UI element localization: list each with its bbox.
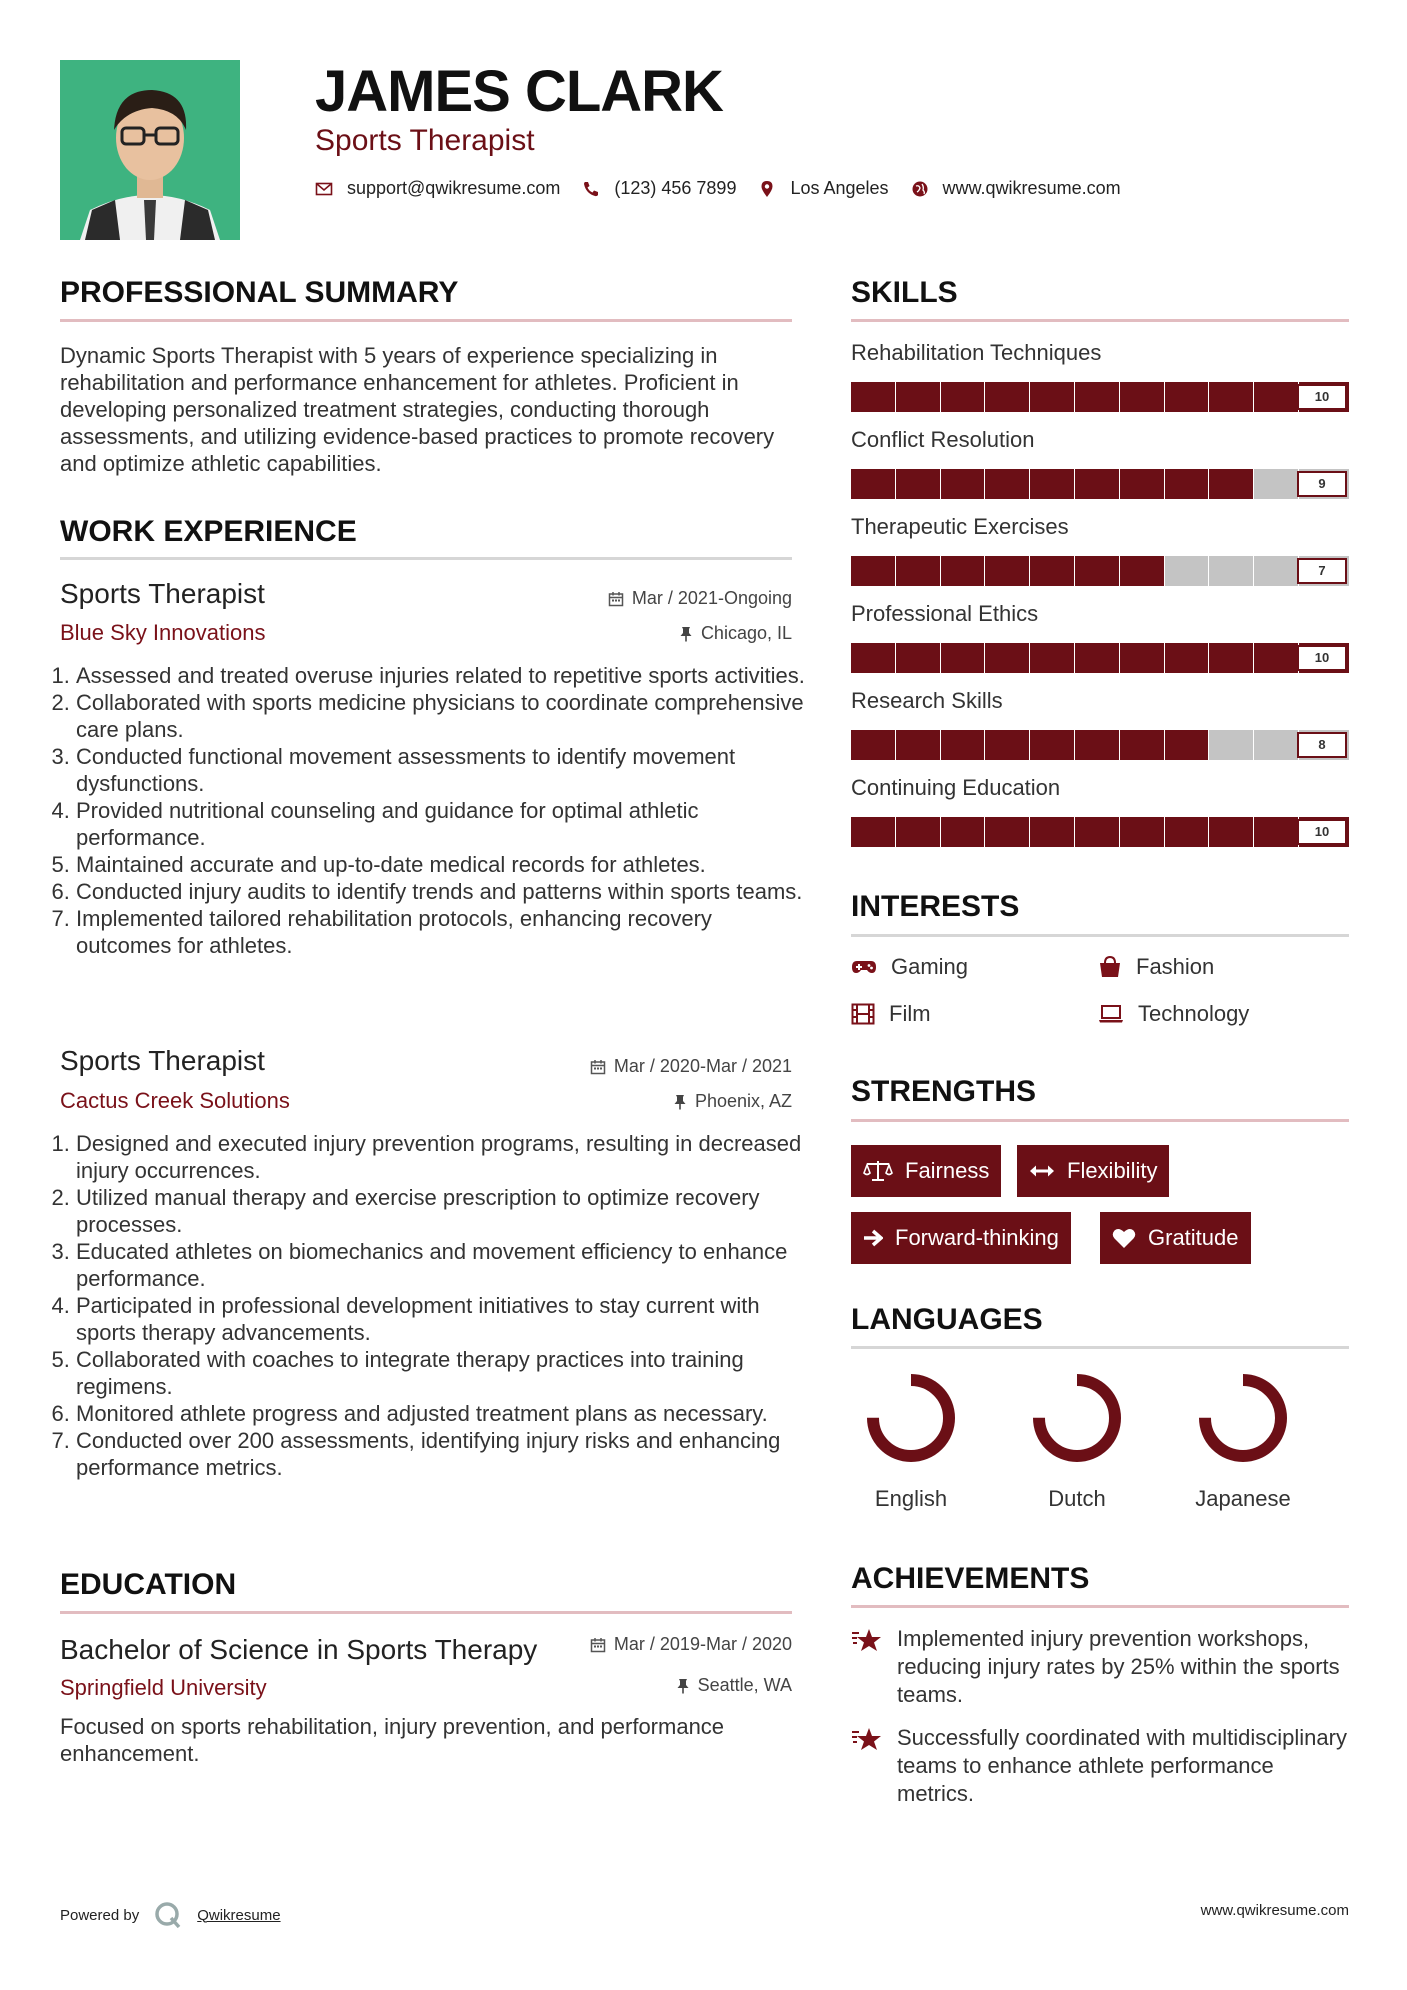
interest-label: Film xyxy=(889,1001,931,1026)
skill-bar xyxy=(851,817,1349,847)
summary-text: Dynamic Sports Therapist with 5 years of experience specializing in rehabilitation and performance enhancement for athletes. Proficient in developing personalized treatment strategies, conducting thorough assessments, and utilizing evidence-based practices to promote recovery and optimize athletic capabilities. xyxy=(60,343,775,476)
powered-by-text: Powered by xyxy=(60,1906,140,1924)
achievement-text: Successfully coordinated with multidisciplinary teams to enhance athlete performance metrics. xyxy=(897,1725,1347,1806)
skill-segment-filled xyxy=(896,643,940,673)
skill-segment-filled xyxy=(941,817,985,847)
achievement-item xyxy=(851,1724,1349,1808)
interest-fashion xyxy=(1098,954,1214,980)
skill-name: Therapeutic Exercises xyxy=(851,514,1069,539)
list-item: 1. Designed and executed injury prevention programs, resulting in decreased injury occurrences. xyxy=(76,1130,810,1184)
skill-segment-filled xyxy=(851,556,895,586)
skill-segment-filled xyxy=(1075,643,1119,673)
language-label: Japanese xyxy=(1195,1486,1291,1511)
job-dates xyxy=(460,588,792,609)
experience-divider xyxy=(60,557,792,560)
summary-divider xyxy=(60,319,792,322)
skill-segment-filled xyxy=(1165,730,1209,760)
shopping-bag-icon xyxy=(1098,956,1122,978)
skill-segment-filled xyxy=(1209,382,1253,412)
list-item: 3. Conducted functional movement assessments to identify movement dysfunctions. xyxy=(76,743,810,797)
skill-segment-filled xyxy=(1165,469,1209,499)
laptop-icon xyxy=(1098,1004,1124,1024)
interests-heading: INTERESTS xyxy=(851,890,1020,923)
education-divider xyxy=(60,1611,792,1614)
strength-badge xyxy=(851,1145,1001,1197)
achievements-divider xyxy=(851,1605,1349,1608)
skill-name: Rehabilitation Techniques xyxy=(851,340,1102,365)
list-item: 1. Assessed and treated overuse injuries related to repetitive sports activities. xyxy=(76,662,810,689)
languages-divider xyxy=(851,1346,1349,1349)
skill-segment-empty xyxy=(1254,556,1298,586)
interest-label: Technology xyxy=(1138,1001,1250,1026)
education-school: Springfield University xyxy=(60,1675,267,1700)
skill-segment-filled xyxy=(985,556,1029,586)
skill-segment-filled xyxy=(941,469,985,499)
skill-score: 10 xyxy=(1297,819,1347,845)
strength-badge xyxy=(851,1212,1071,1264)
strengths-heading: STRENGTHS xyxy=(851,1075,1037,1108)
skill-segment-filled xyxy=(1165,382,1209,412)
candidate-name: JAMES CLARK xyxy=(315,59,723,124)
skill-score: 7 xyxy=(1297,558,1347,584)
skills-heading: SKILLS xyxy=(851,276,958,309)
skill-segment-filled xyxy=(1254,643,1298,673)
skill-segment-filled xyxy=(896,382,940,412)
strength-label: Fairness xyxy=(905,1158,990,1183)
education-degree: Bachelor of Science in Sports Therapy xyxy=(60,1634,538,1665)
skill-segment-empty xyxy=(1254,469,1298,499)
skill-segment-filled xyxy=(1209,643,1253,673)
language-ring xyxy=(861,1368,961,1468)
skill-segment-filled xyxy=(851,817,895,847)
education-dates xyxy=(460,1634,792,1655)
skill-bar xyxy=(851,556,1349,586)
list-item: 4. Participated in professional development initiatives to stay current with sports therapy advancements. xyxy=(76,1292,810,1346)
interest-label: Fashion xyxy=(1136,954,1215,979)
education-location-text: Seattle, WA xyxy=(697,1675,792,1695)
list-item: 3. Educated athletes on biomechanics and movement efficiency to enhance performance. xyxy=(76,1238,810,1292)
skill-segment-filled xyxy=(1030,730,1074,760)
skill-segment-filled xyxy=(985,643,1029,673)
contact-email[interactable]: support@qwikresume.com xyxy=(347,178,561,198)
job-location xyxy=(460,1091,792,1112)
list-item: 7. Implemented tailored rehabilitation protocols, enhancing recovery outcomes for athletes. xyxy=(76,905,810,959)
skill-segment-filled xyxy=(1075,730,1119,760)
skill-segment-filled xyxy=(851,643,895,673)
job-dates-text: Mar / 2021-Ongoing xyxy=(631,588,792,608)
interest-label: Gaming xyxy=(891,954,969,979)
interest-gaming xyxy=(851,954,968,980)
summary-heading: PROFESSIONAL SUMMARY xyxy=(60,276,459,309)
job-company: Blue Sky Innovations xyxy=(60,620,266,645)
skill-segment-filled xyxy=(941,730,985,760)
balance-scale-icon xyxy=(863,1159,893,1183)
skill-segment-filled xyxy=(985,817,1029,847)
skill-name: Professional Ethics xyxy=(851,601,1039,626)
film-icon xyxy=(851,1003,875,1025)
candidate-title: Sports Therapist xyxy=(315,124,535,157)
list-item: 2. Utilized manual therapy and exercise prescription to optimize recovery processes. xyxy=(76,1184,810,1238)
skill-segment-filled xyxy=(1030,817,1074,847)
strength-label: Gratitude xyxy=(1148,1225,1239,1250)
achievement-item xyxy=(851,1625,1349,1709)
languages-heading: LANGUAGES xyxy=(851,1303,1043,1336)
list-item: 4. Provided nutritional counseling and guidance for optimal athletic performance. xyxy=(76,797,810,851)
contact-website[interactable]: www.qwikresume.com xyxy=(942,178,1121,198)
strengths-divider xyxy=(851,1119,1349,1122)
skill-segment-filled xyxy=(1209,469,1253,499)
strength-badge xyxy=(1017,1145,1169,1197)
language-proficiency-arc xyxy=(1039,1380,1115,1456)
phone-icon xyxy=(582,180,600,198)
job-location xyxy=(460,623,792,644)
globe-icon xyxy=(911,180,929,198)
language-label: English xyxy=(874,1486,948,1511)
skills-divider xyxy=(851,319,1349,322)
skill-segment-filled xyxy=(1120,469,1164,499)
envelope-icon xyxy=(315,180,333,198)
strength-badge xyxy=(1100,1212,1251,1264)
job-dates xyxy=(460,1056,792,1077)
skill-segment-filled xyxy=(1120,817,1164,847)
skill-segment-filled xyxy=(1165,643,1209,673)
map-marker-icon xyxy=(758,180,776,198)
skill-bar xyxy=(851,643,1349,673)
gamepad-icon xyxy=(851,959,877,975)
contact-location: Los Angeles xyxy=(790,178,889,198)
skill-segment-filled xyxy=(1030,382,1074,412)
skill-score: 10 xyxy=(1297,384,1347,410)
achievement-text: Implemented injury prevention workshops, reducing injury rates by 25% within the sports teams. xyxy=(897,1626,1340,1707)
job-title: Sports Therapist xyxy=(60,578,265,609)
language-proficiency-arc xyxy=(873,1380,949,1456)
job-location-text: Chicago, IL xyxy=(700,623,792,643)
contact-bar xyxy=(315,178,1143,199)
skill-score: 9 xyxy=(1297,471,1347,497)
skill-segment-filled xyxy=(985,382,1029,412)
job-dates-text: Mar / 2020-Mar / 2021 xyxy=(613,1056,792,1076)
brand-link[interactable]: Qwikresume xyxy=(197,1906,281,1924)
star-icon xyxy=(851,1627,883,1655)
pushpin-icon xyxy=(676,1678,690,1694)
language-proficiency-arc xyxy=(1205,1380,1281,1456)
job-bullets xyxy=(58,1130,810,1481)
skill-name: Continuing Education xyxy=(851,775,1061,800)
skill-segment-empty xyxy=(1209,730,1253,760)
calendar-icon xyxy=(590,1059,606,1075)
education-description: Focused on sports rehabilitation, injury prevention, and performance enhancement. xyxy=(60,1714,725,1766)
list-item: 5. Maintained accurate and up-to-date medical records for athletes. xyxy=(76,851,810,878)
pushpin-icon xyxy=(679,626,693,642)
language-ring xyxy=(1027,1368,1127,1468)
education-dates-text: Mar / 2019-Mar / 2020 xyxy=(613,1634,792,1654)
skill-segment-filled xyxy=(941,556,985,586)
job-bullets xyxy=(58,662,810,959)
heart-icon xyxy=(1112,1227,1136,1249)
skill-segment-filled xyxy=(1120,643,1164,673)
pushpin-icon xyxy=(673,1094,687,1110)
list-item: 6. Monitored athlete progress and adjusted treatment plans as necessary. xyxy=(76,1400,810,1427)
experience-heading: WORK EXPERIENCE xyxy=(60,515,357,548)
skill-segment-filled xyxy=(851,730,895,760)
skill-segment-filled xyxy=(941,382,985,412)
skill-segment-filled xyxy=(1075,817,1119,847)
skill-segment-filled xyxy=(1075,382,1119,412)
skill-name: Conflict Resolution xyxy=(851,427,1035,452)
skill-segment-filled xyxy=(851,382,895,412)
skill-segment-filled xyxy=(1075,469,1119,499)
skill-segment-filled xyxy=(1120,730,1164,760)
strength-label: Forward-thinking xyxy=(895,1225,1059,1250)
calendar-icon xyxy=(590,1637,606,1653)
skill-segment-filled xyxy=(941,643,985,673)
job-title: Sports Therapist xyxy=(60,1045,265,1076)
skill-segment-filled xyxy=(1254,382,1298,412)
job-company: Cactus Creek Solutions xyxy=(60,1088,290,1113)
list-item: 7. Conducted over 200 assessments, identifying injury risks and enhancing performance metrics. xyxy=(76,1427,810,1481)
language-ring xyxy=(1193,1368,1293,1468)
qwikresume-logo-icon xyxy=(153,1900,183,1930)
arrows-horizontal-icon xyxy=(1029,1164,1055,1178)
skill-segment-filled xyxy=(1120,382,1164,412)
footer-url[interactable]: www.qwikresume.com xyxy=(1200,1902,1349,1919)
education-heading: EDUCATION xyxy=(60,1568,237,1601)
job-location-text: Phoenix, AZ xyxy=(694,1091,792,1111)
skill-segment-filled xyxy=(1075,556,1119,586)
skill-bar xyxy=(851,469,1349,499)
skill-name: Research Skills xyxy=(851,688,1003,713)
contact-phone[interactable]: (123) 456 7899 xyxy=(614,178,737,198)
skill-segment-filled xyxy=(985,469,1029,499)
skill-segment-filled xyxy=(851,469,895,499)
star-icon xyxy=(851,1726,883,1754)
interest-film xyxy=(851,1001,931,1027)
list-item: 6. Conducted injury audits to identify trends and patterns within sports teams. xyxy=(76,878,810,905)
profile-photo xyxy=(60,60,240,240)
skill-segment-filled xyxy=(1209,817,1253,847)
skill-segment-empty xyxy=(1254,730,1298,760)
language-label: Dutch xyxy=(1048,1486,1106,1511)
skill-segment-filled xyxy=(896,730,940,760)
skill-bar xyxy=(851,382,1349,412)
education-location xyxy=(460,1675,792,1696)
interest-technology xyxy=(1098,1001,1249,1027)
strength-label: Flexibility xyxy=(1067,1158,1158,1183)
skill-segment-empty xyxy=(1165,556,1209,586)
skill-segment-filled xyxy=(1030,556,1074,586)
skill-score: 8 xyxy=(1297,732,1347,758)
list-item: 2. Collaborated with sports medicine physicians to coordinate comprehensive care plans. xyxy=(76,689,810,743)
calendar-icon xyxy=(608,591,624,607)
achievements-heading: ACHIEVEMENTS xyxy=(851,1562,1090,1595)
interests-divider xyxy=(851,934,1349,937)
skill-segment-filled xyxy=(985,730,1029,760)
skill-segment-filled xyxy=(896,817,940,847)
skill-bar xyxy=(851,730,1349,760)
skill-segment-filled xyxy=(896,556,940,586)
arrow-right-icon xyxy=(863,1229,883,1247)
list-item: 5. Collaborated with coaches to integrate therapy practices into training regimens. xyxy=(76,1346,810,1400)
skill-segment-filled xyxy=(1030,469,1074,499)
skill-segment-filled xyxy=(1254,817,1298,847)
footer-brand xyxy=(60,1900,281,1930)
skill-segment-filled xyxy=(1120,556,1164,586)
skill-score: 10 xyxy=(1297,645,1347,671)
skill-segment-filled xyxy=(1165,817,1209,847)
skill-segment-empty xyxy=(1209,556,1253,586)
skill-segment-filled xyxy=(896,469,940,499)
skill-segment-filled xyxy=(1030,643,1074,673)
